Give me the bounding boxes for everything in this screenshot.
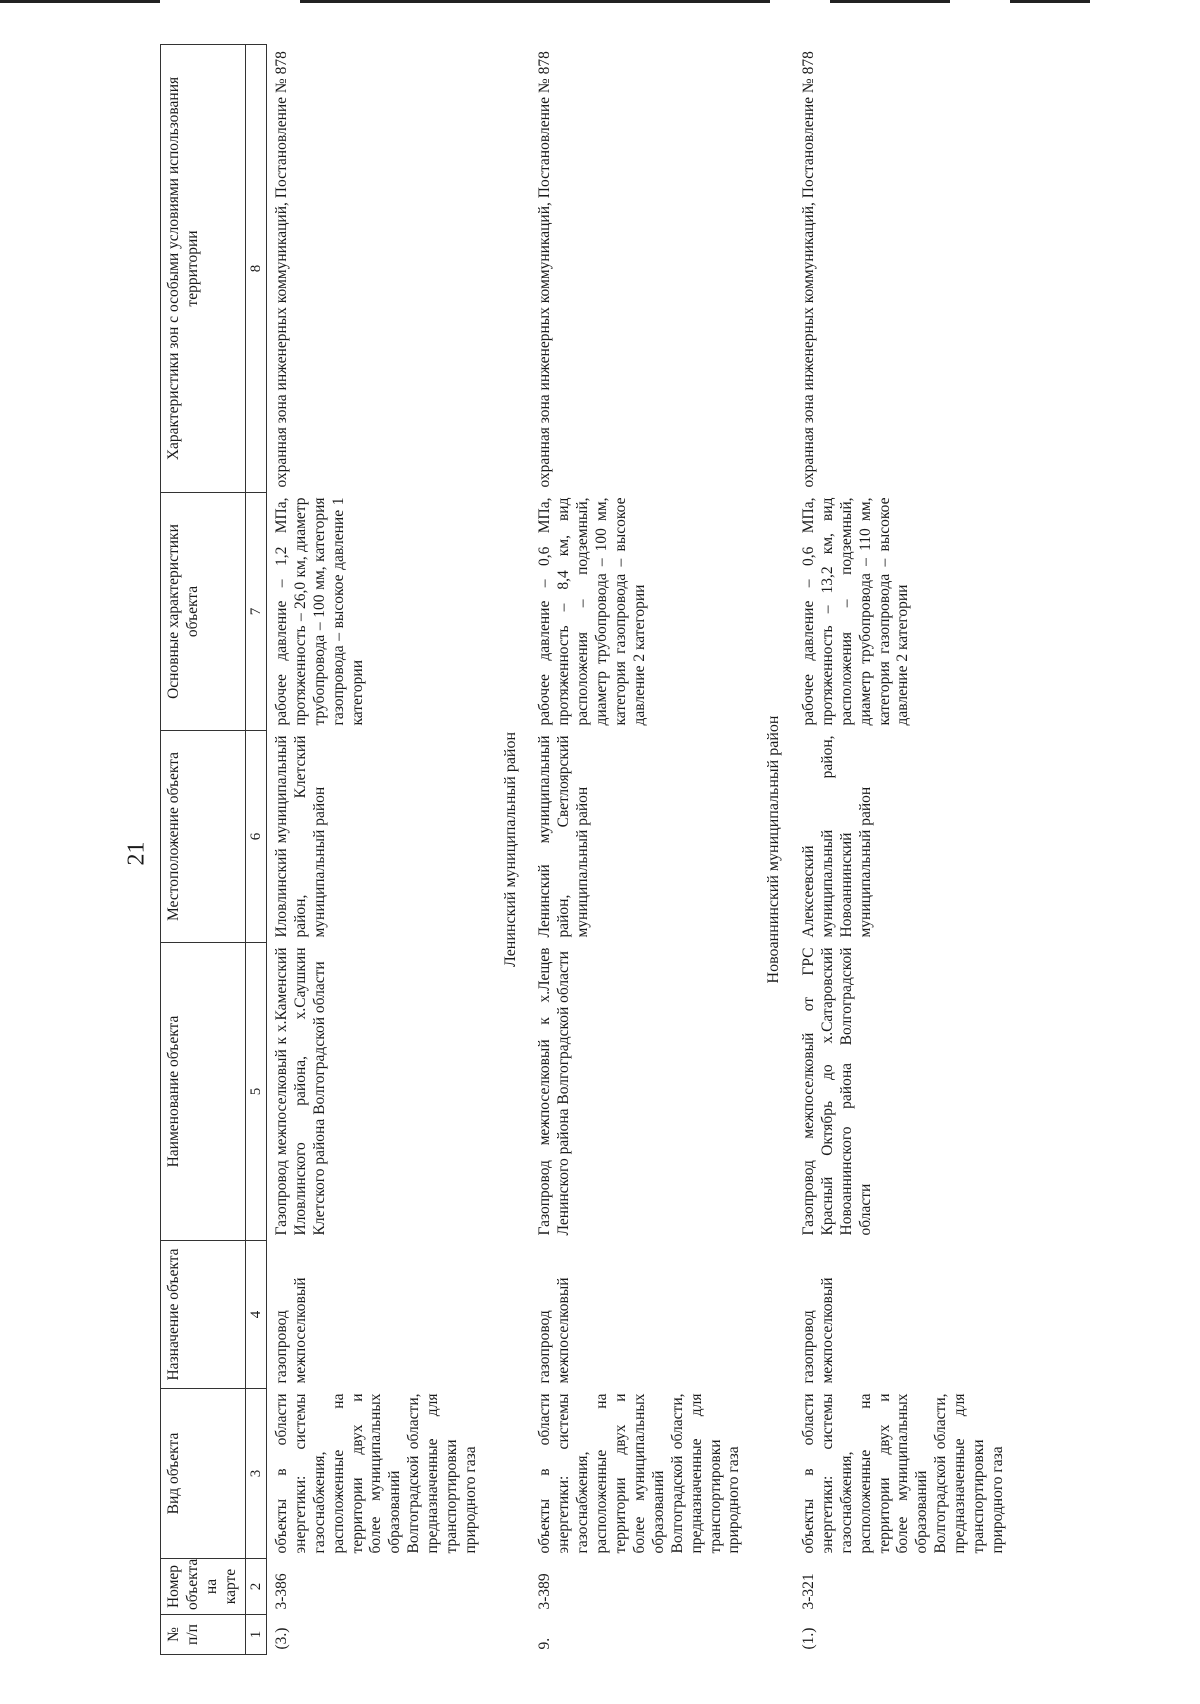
row-number: (1.) — [799, 1627, 817, 1650]
header-cell: Наименование объекта — [161, 943, 246, 1241]
header-row — [161, 45, 246, 1655]
header-cell: Основные характеристики объекта — [161, 493, 246, 731]
header-cell: Назначение объекта — [161, 1241, 246, 1389]
scan-edge — [0, 0, 1200, 6]
object-specs: рабочее давление – 0,6 МПа, протяженность – 8,4 км, вид расположения – подземный, диаметр трубопровода – 100 мм, категория газопровода – высокое давление 2 категории — [536, 497, 648, 726]
district-title: Ленинский муниципальный район — [501, 731, 519, 968]
page-number: 21 — [123, 841, 150, 866]
header-cell: Номер объекта на карте — [161, 1559, 246, 1615]
object-location: Алексеевский муниципальный район, Новоаннинский муниципальный район — [799, 735, 874, 938]
district-row — [495, 45, 531, 1655]
row-number: (3.) — [272, 1627, 290, 1650]
object-name: Газопровод межпоселковый от ГРС Красный Октябрь до х.Сатаровский Новоаннинского района Волгоградской области — [799, 947, 874, 1236]
column-number: 1 — [245, 1615, 266, 1655]
objects-table — [160, 44, 1022, 1655]
row-number: 9. — [536, 1637, 554, 1650]
object-specs: рабочее давление – 0,6 МПа, протяженность – 13,2 км, вид расположения – подземный, диаметр трубопровода – 110 мм, категория газопровода – высокое давление 2 категории — [799, 497, 912, 726]
district-row — [758, 45, 794, 1655]
zone-characteristics: охранная зона инженерных коммуникаций, Постановление № 878 — [272, 51, 290, 488]
object-specs: рабочее давление – 1,2 МПа, протяженность – 26,0 км, диаметр трубопровода – 100 мм, категория газопровода – высокое давление 1 категории — [272, 497, 366, 726]
map-id: 3-389 — [536, 1573, 554, 1610]
object-location: Иловлинский муниципальный район, Клетский муниципальный район — [272, 735, 328, 938]
column-number: 2 — [245, 1559, 266, 1615]
district-title: Новоаннинский муниципальный район — [765, 715, 783, 984]
object-location: Ленинский муниципальный район, Светлоярский муниципальный район — [536, 735, 592, 938]
header-cell: Местоположение объекта — [161, 731, 246, 943]
object-kind: объекты в области энергетики: системы газоснабжения, расположенные на территории двух и более муниципальных образований Волгоградской области, предназначенные для транспортировки природного газа — [536, 1393, 743, 1554]
table-row — [794, 45, 1022, 1655]
document-sheet — [160, 45, 1006, 1655]
header-cell: Характеристики зон с особыми условиями использования территории — [161, 45, 246, 493]
table-row — [266, 45, 494, 1655]
object-name: Газопровод межпоселковый к х.Лещев Ленинского района Волгоградской области — [536, 947, 573, 1236]
object-purpose: газопровод межпоселковый — [799, 1277, 836, 1384]
column-number: 7 — [245, 493, 266, 731]
zone-characteristics: охранная зона инженерных коммуникаций, Постановление № 878 — [536, 51, 554, 488]
map-id: 3-321 — [799, 1573, 817, 1610]
zone-characteristics: охранная зона инженерных коммуникаций, Постановление № 878 — [799, 51, 817, 488]
column-number: 4 — [245, 1241, 266, 1389]
header-cell: Вид объекта — [161, 1389, 246, 1559]
object-kind: объекты в области энергетики: системы газоснабжения, расположенные на территории двух и более муниципальных образований Волгоградской области, предназначенные для транспортировки природного газа — [272, 1393, 479, 1554]
map-id: 3-386 — [272, 1573, 290, 1610]
column-number: 6 — [245, 731, 266, 943]
column-number: 3 — [245, 1389, 266, 1559]
object-name: Газопровод межпоселковый к х.Каменский Иловлинского района, х.Саушкин Клетского района Волгоградской области — [272, 947, 328, 1236]
table-row — [530, 45, 758, 1655]
column-number: 8 — [245, 45, 266, 493]
object-purpose: газопровод межпоселковый — [536, 1277, 573, 1384]
object-kind: объекты в области энергетики: системы газоснабжения, расположенные на территории двух и более муниципальных образований Волгоградской области, предназначенные для транспортировки природного газа — [799, 1393, 1006, 1554]
column-number: 5 — [245, 943, 266, 1241]
object-purpose: газопровод межпоселковый — [272, 1277, 309, 1384]
header-cell: № п/п — [161, 1615, 246, 1655]
column-number-row — [245, 45, 266, 1655]
